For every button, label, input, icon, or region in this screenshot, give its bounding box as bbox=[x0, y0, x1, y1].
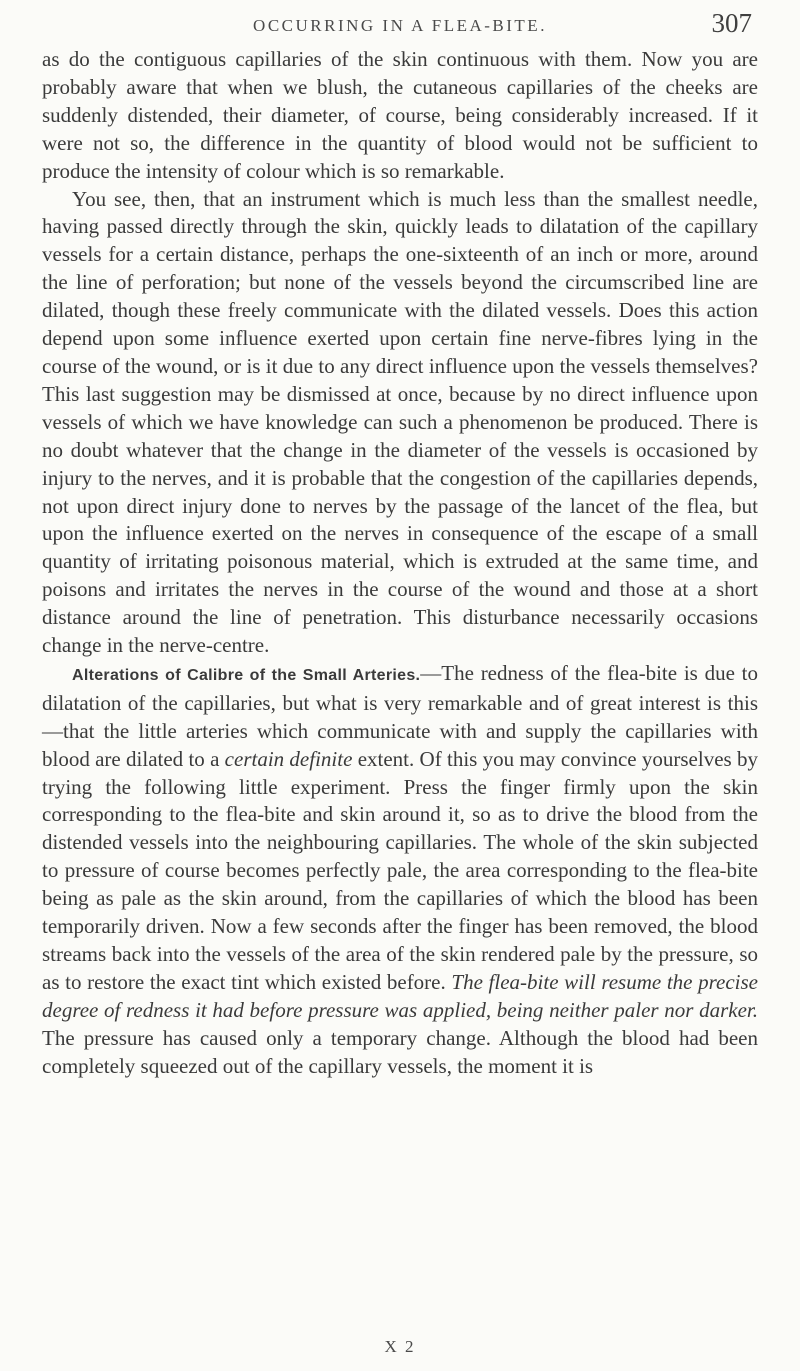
page-number: 307 bbox=[711, 8, 752, 38]
paragraph-text: extent. Of this you may convince yourselves by trying the following little experiment. Press the finger firmly upon the skin corresponding to the flea-bite and skin around it, so as to drive the blood from the distended vessels into the neighbouring capillaries. The whole of the skin subjected to pressure of course becomes perfectly pale, the area corresponding to the flea-bite being as pale as the skin around, from the capillaries of which the blood has been temporarily driven. Now a few seconds after the finger has been removed, the blood streams back into the vessels of the area of the skin rendered pale by the pressure, so as to restore the exact tint which existed before. bbox=[42, 746, 758, 994]
paragraph-with-heading bbox=[42, 660, 758, 1081]
paragraph: You see, then, that an instrument which is much less than the smallest needle, having passed directly through the skin, quickly leads to dilatation of the capillary vessels for a certain distance, perhaps the one-sixteenth of an inch or more, around the line of perforation; but none of the vessels beyond the circumscribed line are dilated, though these freely communicate with the dilated vessels. Does this action depend upon some influence exerted upon certain fine nerve-fibres lying in the course of the wound, or is it due to any direct influence upon the vessels themselves? This last suggestion may be dismissed at once, because by no direct influence upon vessels of which we have knowledge can such a phenomenon be produced. There is no doubt whatever that the change in the diameter of the vessels is occasioned by injury to the nerves, and it is probable that the congestion of the capillaries depends, not upon direct injury done to nerves by the passage of the lancet of the flea, but upon the influence exerted on the nerves in consequence of the escape of a small quantity of irritating poisonous material, which is extruded at the same time, and poisons and irritates the nerves in the course of the wound and those at a short distance around the line of penetration. This disturbance necessarily occasions change in the nerve-centre. bbox=[42, 186, 758, 658]
paragraph-continued: as do the contiguous capillaries of the skin continuous with them. Now you are probably aware that when we blush, the cutaneous capillaries of the cheeks are suddenly distended, their diameter, of course, being considerably increased. If it were not so, the difference in the quantity of blood would not be sufficient to produce the intensity of colour which is so remarkable. bbox=[42, 47, 758, 183]
page-header bbox=[0, 6, 800, 44]
running-title: OCCURRING IN A FLEA-BITE. bbox=[253, 16, 547, 35]
italic-emphasis: The flea-bite will resume the precise degree of redness it had before pressure was applied, being neither paler nor darker. bbox=[42, 969, 758, 1022]
paragraph-text: The pressure has caused only a temporary change. Although the blood had been completely squeezed out of the capillary vessels, the moment it is bbox=[42, 1025, 758, 1078]
section-heading: Alterations of Calibre of the Small Arteries. bbox=[72, 666, 421, 684]
paragraph-text: —The redness of the flea-bite is due to dilatation of the capillaries, but what is very remarkable and of great interest is this—that the little arteries which communicate with and supply the capillaries with blood are dilated to a bbox=[42, 660, 759, 771]
body-text bbox=[42, 46, 758, 1081]
italic-emphasis: certain definite bbox=[224, 746, 353, 771]
signature-mark: X 2 bbox=[384, 1337, 416, 1356]
